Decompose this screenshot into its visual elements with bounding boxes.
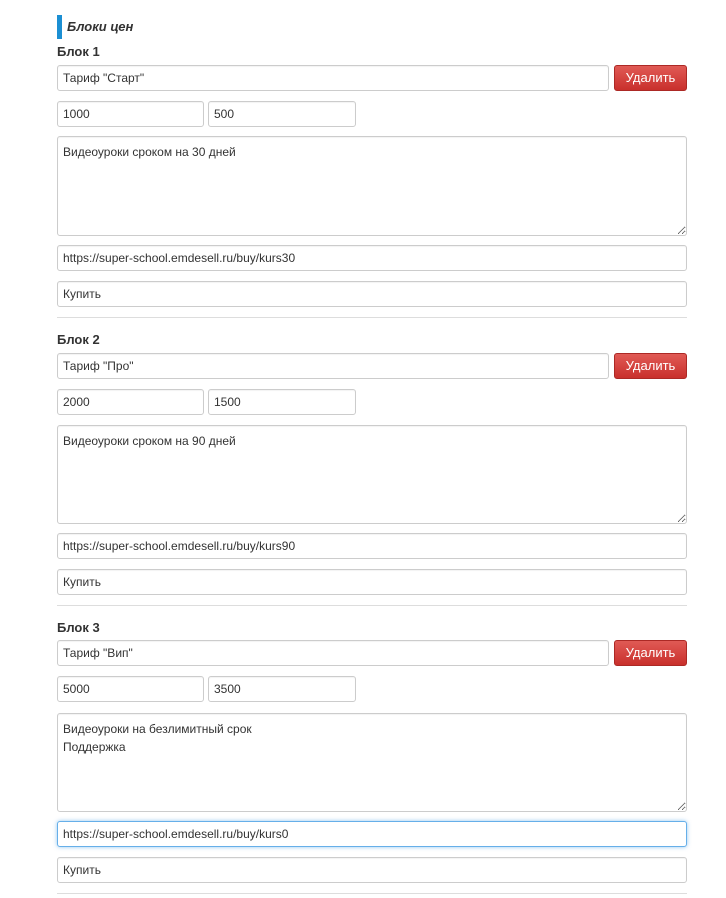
url-input[interactable] [57, 821, 687, 847]
block-label: Блок 3 [57, 620, 100, 635]
description-textarea[interactable] [57, 425, 687, 524]
price-old-input[interactable] [57, 389, 204, 415]
url-input[interactable] [57, 533, 687, 559]
price-old-input[interactable] [57, 101, 204, 127]
url-input[interactable] [57, 245, 687, 271]
block-divider [57, 317, 687, 318]
block-label: Блок 1 [57, 44, 100, 59]
delete-button[interactable]: Удалить [614, 640, 687, 666]
price-block-2 [57, 332, 687, 607]
button-text-input[interactable] [57, 857, 687, 883]
tariff-name-input[interactable] [57, 65, 609, 91]
price-old-input[interactable] [57, 676, 204, 702]
button-text-input[interactable] [57, 281, 687, 307]
block-divider [57, 605, 687, 606]
price-new-input[interactable] [208, 389, 356, 415]
section-title: Блоки цен [57, 15, 133, 39]
price-new-input[interactable] [208, 676, 356, 702]
button-text-input[interactable] [57, 569, 687, 595]
tariff-name-input[interactable] [57, 353, 609, 379]
delete-button[interactable]: Удалить [614, 353, 687, 379]
tariff-name-input[interactable] [57, 640, 609, 666]
block-divider [57, 893, 687, 894]
price-block-1 [57, 44, 687, 319]
price-block-3 [57, 620, 687, 895]
block-label: Блок 2 [57, 332, 100, 347]
description-textarea[interactable] [57, 136, 687, 236]
description-textarea[interactable] [57, 713, 687, 812]
delete-button[interactable]: Удалить [614, 65, 687, 91]
price-new-input[interactable] [208, 101, 356, 127]
